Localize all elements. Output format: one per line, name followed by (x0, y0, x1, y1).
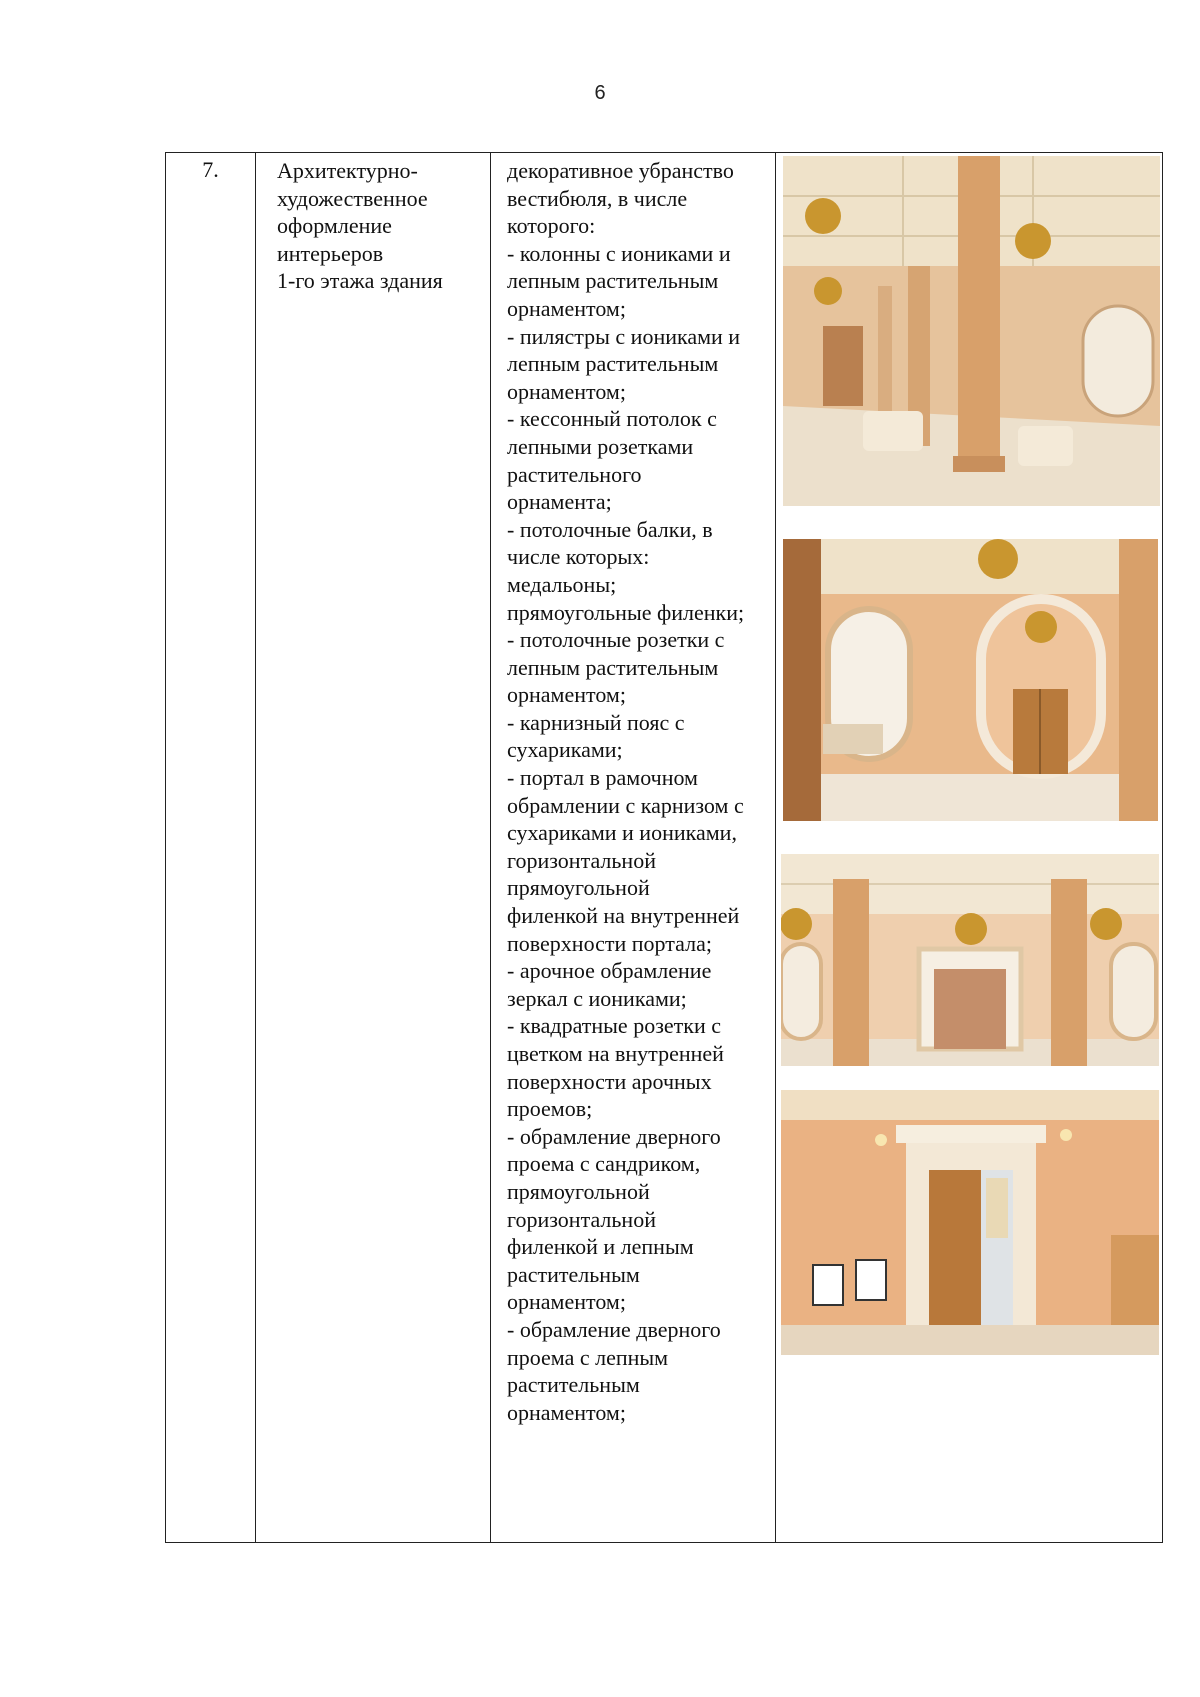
row-title: Архитектурно- художественное оформление интерьеров 1-го этажа здания (277, 158, 443, 293)
photo-arched-openings (783, 539, 1158, 821)
row-title-cell (256, 153, 491, 1543)
photo-door-frame (781, 1090, 1159, 1355)
table-row (166, 153, 1163, 1543)
row-number: 7. (202, 157, 219, 182)
photo-portal-view (781, 854, 1159, 1066)
photo-vestibule-columns (783, 156, 1160, 506)
page-number: 6 (594, 82, 606, 104)
heritage-items-table (165, 152, 1163, 1543)
row-number-cell (166, 153, 256, 1543)
row-photos-cell (776, 153, 1163, 1543)
row-items-description: декоративное убранство вестибюля, в числе которого: - колонны с иониками и лепным растительным орнаментом; - пилястры с иониками и лепным растительным орнаментом; - кессонный потолок с лепными розетками растительного орнамента; - потолочные балки, в числе которых: медальоны; прямоугольные филенки; - потолочные розетки с лепным растительным орнаментом; - карнизный пояс с сухариками; - портал в рамочном обрамлении с карнизом с сухариками и иониками, горизонтальной прямоугольной филенкой на внутренней поверхности портала; - арочное обрамление зеркал с иониками; - квадратные розетки с цветком на внутренней поверхности арочных проемов; - обрамление дверного проема с сандриком, прямоугольной горизонтальной филенкой и лепным растительным орнаментом; - обрамление дверного проема с лепным растительным орнаментом; (507, 158, 745, 1425)
row-items-cell (491, 153, 776, 1543)
